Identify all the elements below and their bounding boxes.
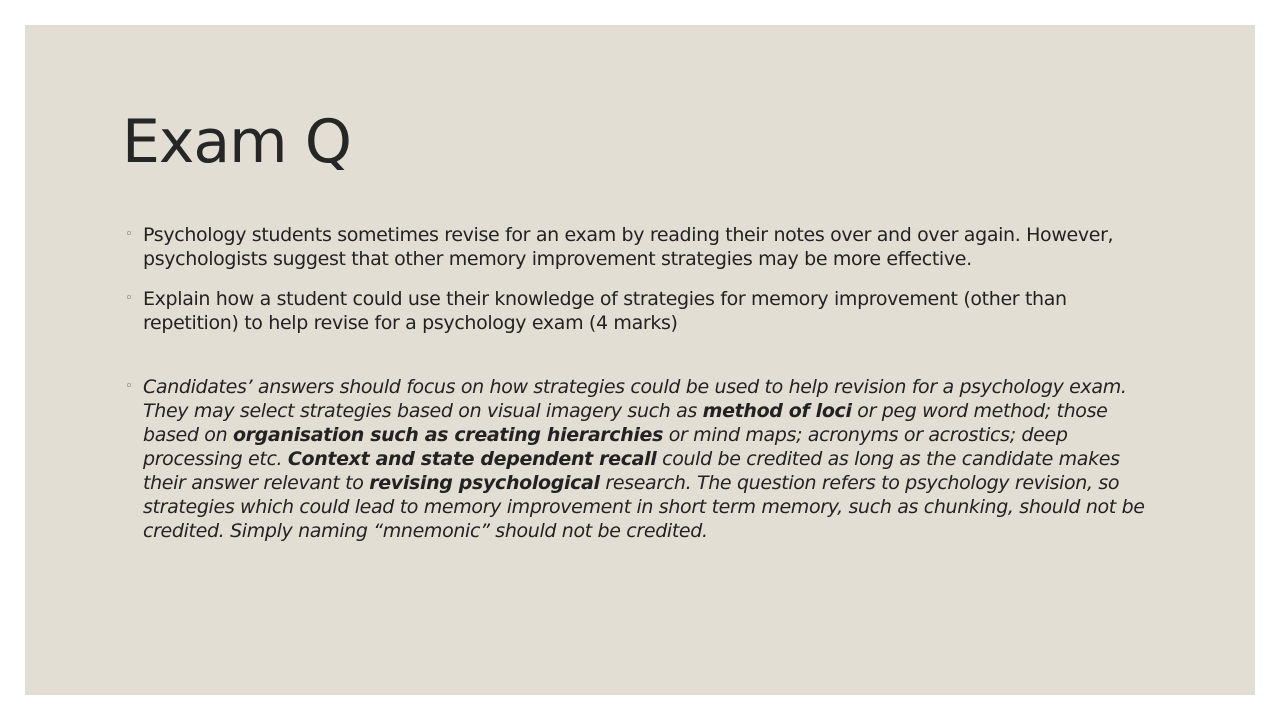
bullet-item-context — [123, 223, 1163, 271]
answer-text-3: or mind maps; acronyms or acrostics; deep processing etc. — [143, 424, 1068, 470]
bullet-icon: ◦ — [125, 227, 133, 242]
answer-bold-revising-psychological: revising psychological — [369, 472, 600, 494]
slide — [25, 25, 1255, 695]
answer-text-5: research. The question refers to psychology revision, so strategies which could lead to memory improvement in short term memory, such as chunking, should not be credited. Simply naming “mnemonic” should not be credited. — [143, 472, 1145, 542]
slide-title: Exam Q — [122, 107, 351, 177]
answer-bold-method-of-loci: method of loci — [702, 400, 852, 422]
question-text: Explain how a student could use their knowledge of strategies for memory improvement (other than repetition) to help revise for a psychology exam (4 marks) — [143, 288, 1067, 334]
answer-text-4: could be credited as long as the candidate makes their answer relevant to — [143, 448, 1120, 494]
bullet-icon: ◦ — [125, 379, 133, 394]
answer-bold-context-recall: Context and state dependent recall — [287, 448, 657, 470]
bullet-item-mark-scheme — [123, 375, 1163, 543]
answer-bold-organisation: organisation such as creating hierarchies — [232, 424, 664, 446]
bullet-icon: ◦ — [125, 291, 133, 306]
bullet-list — [123, 223, 1163, 543]
bullet-item-question — [123, 287, 1163, 335]
context-text: Psychology students sometimes revise for an exam by reading their notes over and over again. However, psychologists suggest that other memory improvement strategies may be more effective. — [143, 224, 1114, 270]
answer-text-2: or peg word method; those based on — [143, 400, 1108, 446]
answer-text-1: Candidates’ answers should focus on how strategies could be used to help revision for a psychology exam. They may select strategies based on visual imagery such as — [143, 376, 1127, 422]
